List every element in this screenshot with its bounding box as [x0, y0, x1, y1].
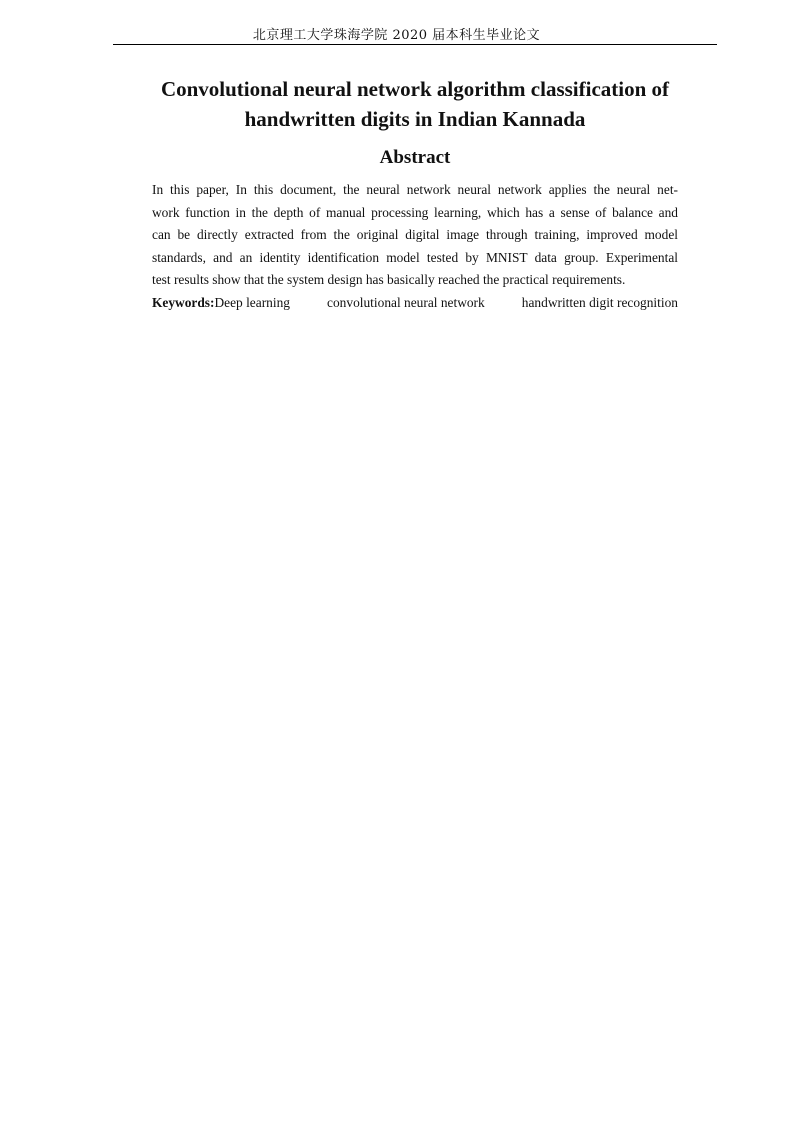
abstract-line-2: work function in the depth of manual processing learning, which has a sense of balance and	[152, 204, 678, 220]
abstract-line-3: can be directly extracted from the original digital image through training, improved model	[152, 227, 678, 242]
running-header: 北京理工大学珠海学院 2020 届本科生毕业论文	[252, 28, 541, 43]
title-line-1: Convolutional neural network algorithm classification of	[160, 77, 670, 101]
keyword-item: Deep learning	[214, 295, 290, 310]
paper-title	[113, 74, 717, 134]
keywords-label: Keywords:	[152, 295, 215, 310]
abstract-line-1: In this paper, In this document, the neural network neural network applies the neural net-	[152, 182, 678, 197]
abstract-heading: Abstract	[379, 147, 451, 168]
abstract-line-5: test results show that the system design has basically reached the practical requirements.	[152, 272, 626, 287]
keyword-item: convolutional neural network	[327, 295, 485, 310]
abstract-body	[152, 179, 678, 292]
title-line-2: handwritten digits in Indian Kannada	[244, 107, 586, 131]
keywords-line	[152, 292, 678, 314]
abstract-line-4: standards, and an identity identification model tested by MNIST data group. Experimental	[152, 249, 678, 265]
keyword-item: handwritten digit recognition	[521, 295, 678, 310]
keyword-group-first	[152, 292, 290, 314]
header-rule	[113, 44, 717, 45]
